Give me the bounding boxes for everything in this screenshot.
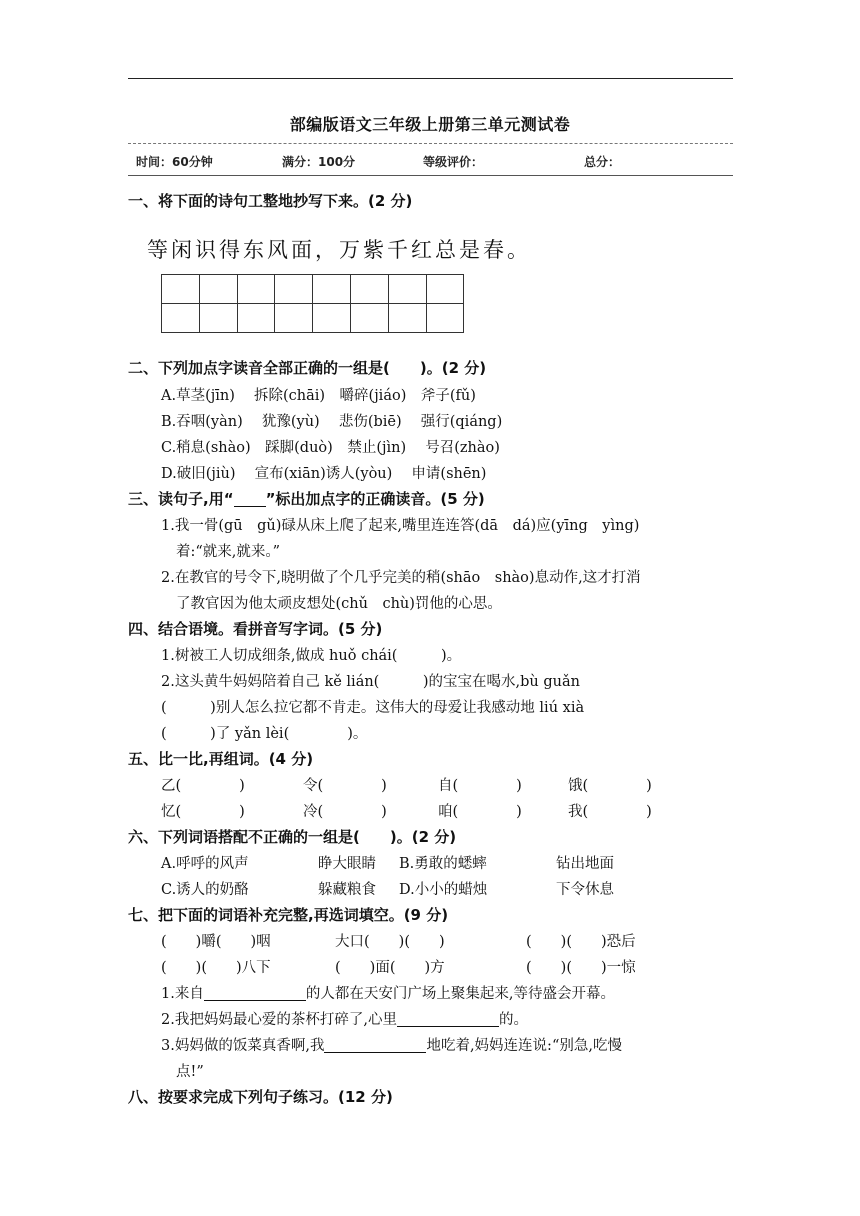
info-divider-bottom [128,175,733,176]
q6-option-d1: D.小小的蜡烛 [399,882,488,898]
underline-mark [234,490,266,507]
q5-item: 令( ) [303,778,387,794]
q1-poem: 等闲识得东风面，万紫千红总是春。 [147,238,531,262]
answer-blank[interactable] [204,984,306,1001]
q7-heading: 七、把下面的词语补充完整,再选词填空。(9 分) [128,906,449,924]
q2-option-b: B.吞咽(yàn) 犹豫(yù) 悲伤(biē) 强行(qiáng) [161,414,503,430]
info-divider-top [128,143,733,144]
q6-option-c2: 躲藏粮食 [318,882,376,898]
q5-heading: 五、比一比,再组词。(4 分) [128,750,314,768]
answer-blank[interactable] [324,1036,426,1053]
q3-line-1b: 着:“就来,就来。” [176,544,281,560]
q3-heading: 三、读句子,用“ ”标出加点字的正确读音。(5 分) [128,490,485,508]
q3-line-2b: 了教官因为他太顽皮想处(chǔ chù)罚他的心思。 [176,596,502,612]
info-time: 时间：60分钟 [136,155,213,169]
info-score: 满分：100分 [282,155,356,169]
q3-line-1: 1.我一骨(gū gǔ)碌从床上爬了起来,嘴里连连答(dā dá)应(yīng yìng) [161,518,640,534]
q5-item: 我( ) [568,804,652,820]
q7-idiom: ( )( )八下 [161,960,271,976]
copy-grid[interactable] [161,274,464,333]
info-grade: 等级评价： [423,155,484,169]
q7-idiom: ( )( )一惊 [526,960,636,976]
q2-option-a: A.草茎(jīn) 拆除(chāi) 嚼碎(jiáo) 斧子(fǔ) [161,388,476,404]
q2-option-c: C.稍息(shào) 踩脚(duò) 禁止(jìn) 号召(zhào) [161,440,500,456]
page-title: 部编版语文三年级上册第三单元测试卷 [289,115,571,134]
q6-option-b1: B.勇敢的蟋蟀 [399,856,487,872]
q6-option-a2: 睁大眼睛 [318,856,376,872]
q6-option-c1: C.诱人的奶酪 [161,882,249,898]
q1-heading: 一、将下面的诗句工整地抄写下来。(2 分) [128,192,413,210]
answer-blank[interactable] [397,1010,499,1027]
top-rule [128,78,733,79]
q7-sentence-3b: 点!” [176,1064,204,1080]
q6-option-d2: 下令休息 [556,882,614,898]
q8-heading: 八、按要求完成下列句子练习。(12 分) [128,1088,393,1106]
q7-idiom: 大口( )( ) [335,934,445,950]
q2-option-d: D.破旧(jiù) 宣布(xiān)诱人(yòu) 申请(shēn) [161,466,487,482]
q4-line-4: ( )了 yǎn lèi( )。 [161,726,368,742]
q7-idiom: ( )( )恐后 [526,934,636,950]
q7-idiom: ( )面( )方 [335,960,445,976]
q4-line-2: 2.这头黄牛妈妈陪着自己 kě lián( )的宝宝在喝水,bù guǎn [161,674,580,690]
q7-sentence-2: 2.我把妈妈最心爱的茶杯打碎了,心里 的。 [161,1012,528,1028]
q4-heading: 四、结合语境。看拼音写字词。(5 分) [128,620,383,638]
q6-option-b2: 钻出地面 [556,856,614,872]
q4-line-1: 1.树被工人切成细条,做成 huǒ chái( )。 [161,648,462,664]
q7-sentence-1: 1.来自 的人都在天安门广场上聚集起来,等待盛会开幕。 [161,986,615,1002]
q6-option-a1: A.呼呼的风声 [161,856,249,872]
q5-item: 咱( ) [438,804,522,820]
q5-item: 自( ) [438,778,522,794]
q5-item: 忆( ) [161,804,245,820]
q6-heading: 六、下列词语搭配不正确的一组是( )。(2 分) [128,828,457,846]
q7-sentence-3: 3.妈妈做的饭菜真香啊,我 地吃着,妈妈连连说:“别急,吃慢 [161,1038,622,1054]
q3-line-2: 2.在教官的号令下,晓明做了个几乎完美的稍(shāo shào)息动作,这才打消 [161,570,641,586]
q5-item: 饿( ) [568,778,652,794]
q5-item: 乙( ) [161,778,245,794]
q4-line-3: ( )别人怎么拉它都不肯走。这伟大的母爱让我感动地 liú xià [161,700,585,716]
q2-heading: 二、下列加点字读音全部正确的一组是( )。(2 分) [128,359,487,377]
q7-idiom: ( )嚼( )咽 [161,934,271,950]
info-total: 总分： [584,155,621,169]
q5-item: 冷( ) [303,804,387,820]
